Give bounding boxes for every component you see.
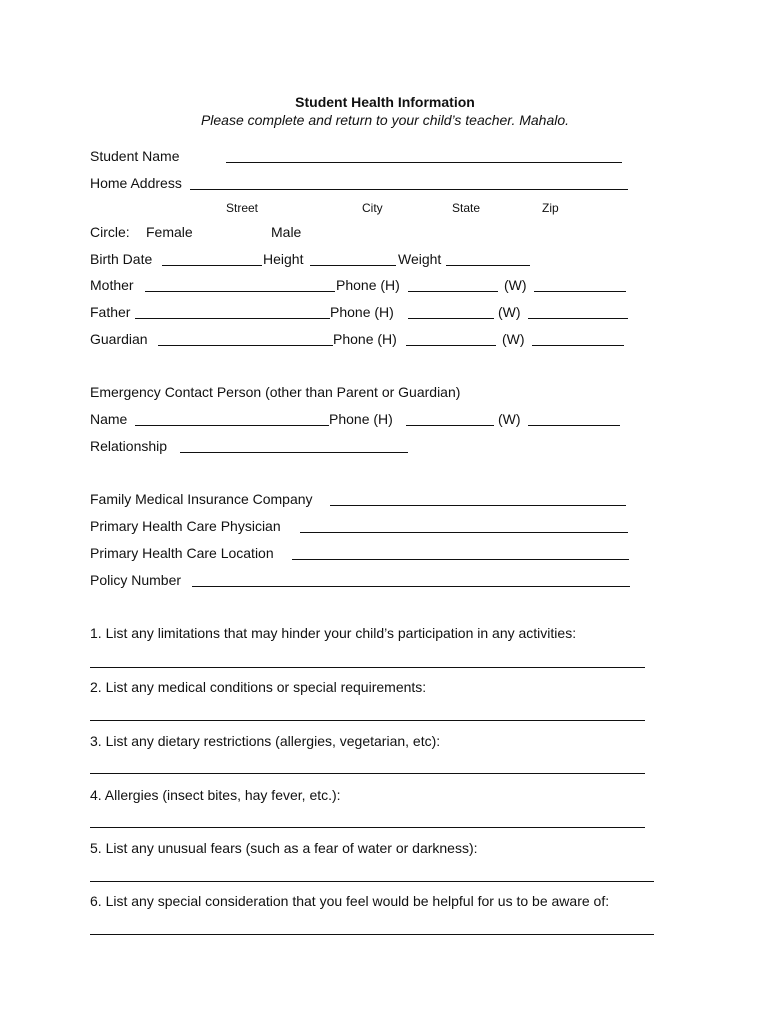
physician-field[interactable] xyxy=(300,532,628,533)
question-4-answer-field[interactable] xyxy=(90,827,645,828)
student-name-field[interactable] xyxy=(226,162,622,163)
mother-phone-w-field[interactable] xyxy=(534,291,626,292)
question-4: 4. Allergies (insect bites, hay fever, etc.): xyxy=(90,787,341,803)
mother-name-field[interactable] xyxy=(145,291,335,292)
father-w-label: (W) xyxy=(498,304,521,320)
guardian-label: Guardian xyxy=(90,331,148,347)
street-hint: Street xyxy=(226,201,259,215)
gender-male-option[interactable]: Male xyxy=(271,224,302,240)
question-6: 6. List any special consideration that you feel would be helpful for us to be aware of: xyxy=(90,893,610,909)
emergency-heading: Emergency Contact Person (other than Parent or Guardian) xyxy=(90,384,461,400)
weight-label: Weight xyxy=(398,251,442,267)
physician-label: Primary Health Care Physician xyxy=(90,518,281,534)
zip-hint: Zip xyxy=(542,201,559,215)
home-address-field[interactable] xyxy=(190,189,628,190)
care-location-field[interactable] xyxy=(292,559,629,560)
birth-date-field[interactable] xyxy=(162,265,262,266)
circle-label: Circle: xyxy=(90,224,130,240)
question-2-answer-field[interactable] xyxy=(90,720,645,721)
student-name-label: Student Name xyxy=(90,148,180,164)
mother-label: Mother xyxy=(90,277,134,293)
form-subtitle: Please complete and return to your child’s teacher. Mahalo. xyxy=(200,112,570,128)
guardian-w-label: (W) xyxy=(502,331,525,347)
relationship-field[interactable] xyxy=(180,452,408,453)
city-hint: City xyxy=(362,201,383,215)
question-3-answer-field[interactable] xyxy=(90,773,645,774)
policy-number-label: Policy Number xyxy=(90,572,182,588)
birth-date-label: Birth Date xyxy=(90,251,153,267)
question-1-answer-field[interactable] xyxy=(90,667,645,668)
emergency-phone-w-field[interactable] xyxy=(528,425,620,426)
mother-phone-h-label: Phone (H) xyxy=(336,277,400,293)
care-location-label: Primary Health Care Location xyxy=(90,545,274,561)
relationship-label: Relationship xyxy=(90,438,168,454)
question-2: 2. List any medical conditions or special requirements: xyxy=(90,679,427,695)
father-name-field[interactable] xyxy=(135,318,330,319)
height-label: Height xyxy=(263,251,304,267)
mother-w-label: (W) xyxy=(504,277,527,293)
insurance-company-label: Family Medical Insurance Company xyxy=(90,491,313,507)
father-label: Father xyxy=(90,304,131,320)
father-phone-h-label: Phone (H) xyxy=(330,304,394,320)
question-1: 1. List any limitations that may hinder your child’s participation in any activities: xyxy=(90,625,577,641)
emergency-phone-h-field[interactable] xyxy=(406,425,494,426)
emergency-name-label: Name xyxy=(90,411,128,427)
question-5: 5. List any unusual fears (such as a fear of water or darkness): xyxy=(90,840,478,856)
form-title: Student Health Information xyxy=(295,94,475,110)
policy-number-field[interactable] xyxy=(192,586,630,587)
emergency-phone-h-label: Phone (H) xyxy=(329,411,393,427)
guardian-phone-h-label: Phone (H) xyxy=(333,331,397,347)
father-phone-h-field[interactable] xyxy=(408,318,494,319)
guardian-name-field[interactable] xyxy=(158,345,333,346)
question-5-answer-field[interactable] xyxy=(90,881,654,882)
weight-field[interactable] xyxy=(446,265,530,266)
height-field[interactable] xyxy=(310,265,396,266)
mother-phone-h-field[interactable] xyxy=(408,291,498,292)
home-address-label: Home Address xyxy=(90,175,182,191)
state-hint: State xyxy=(452,201,481,215)
insurance-company-field[interactable] xyxy=(330,505,626,506)
guardian-phone-w-field[interactable] xyxy=(532,345,624,346)
emergency-name-field[interactable] xyxy=(135,425,329,426)
emergency-w-label: (W) xyxy=(498,411,521,427)
question-6-answer-field[interactable] xyxy=(90,934,654,935)
gender-female-option[interactable]: Female xyxy=(146,224,193,240)
father-phone-w-field[interactable] xyxy=(528,318,628,319)
guardian-phone-h-field[interactable] xyxy=(406,345,496,346)
question-3: 3. List any dietary restrictions (allergies, vegetarian, etc): xyxy=(90,733,441,749)
